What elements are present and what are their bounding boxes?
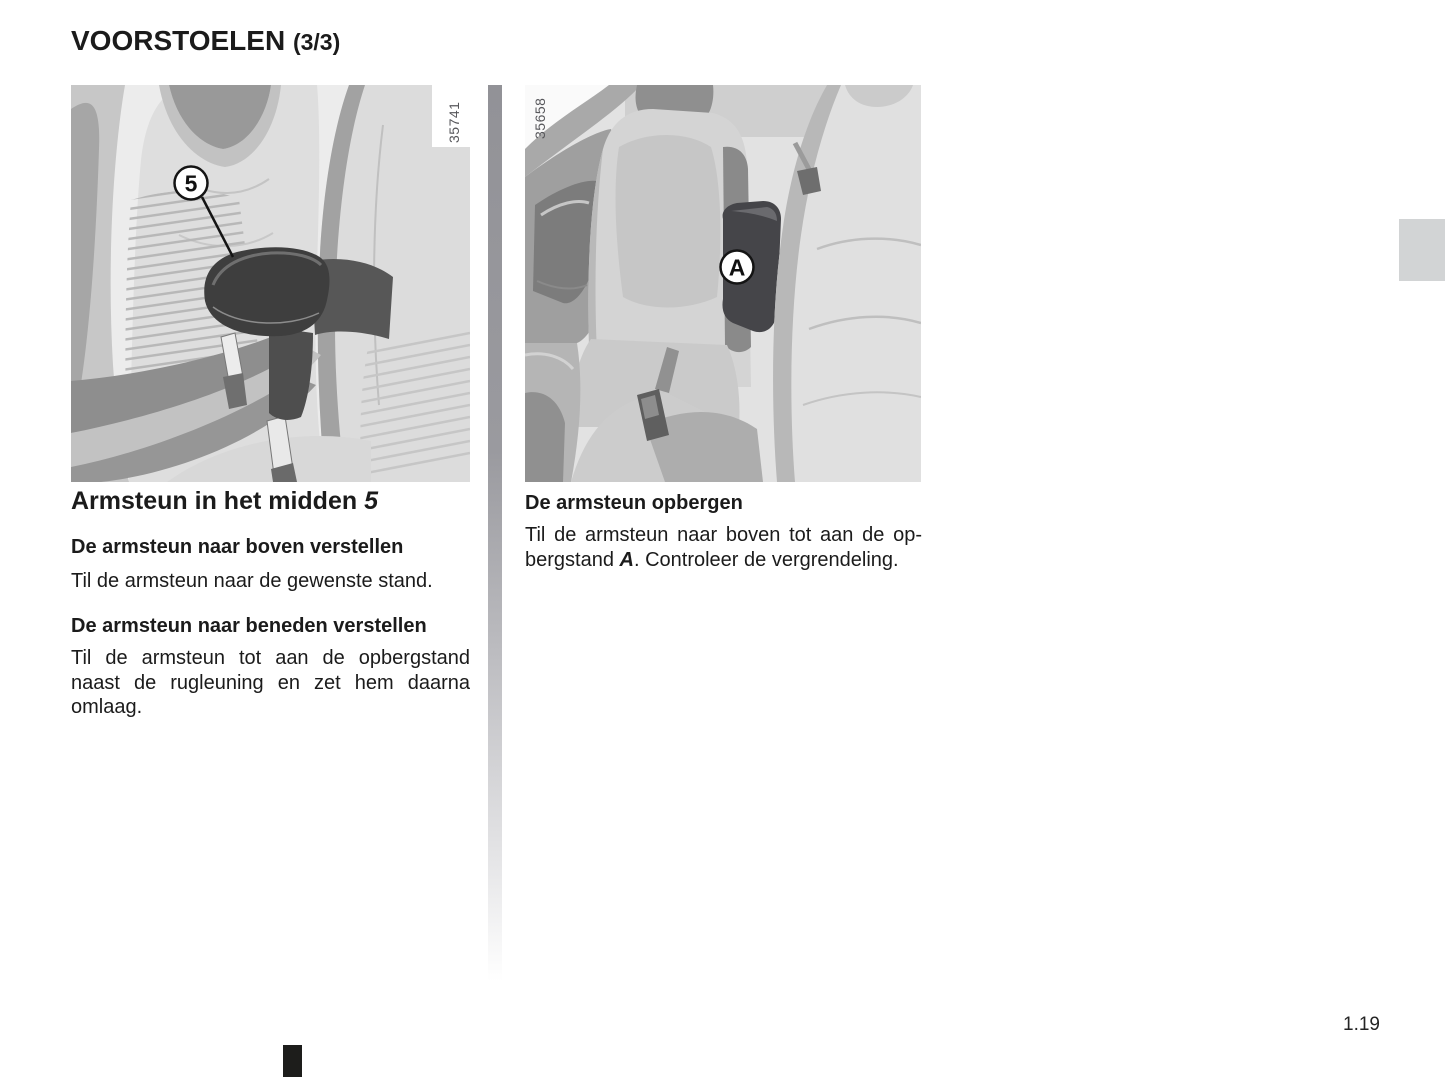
paragraph-line [525, 548, 922, 573]
page-title-text: VOORSTOELEN [71, 25, 286, 56]
subheading-stow-armrest: De armsteun opbergen [525, 492, 743, 514]
section-heading-text: Armsteun in het midden [71, 487, 358, 515]
photo-ref-number-left: 35741 [446, 101, 462, 143]
subheading-raise-armrest: De armsteun naar boven verstellen [71, 536, 404, 558]
paragraph-ref-a: A [619, 549, 634, 571]
figure-armrest-stowed [525, 85, 921, 482]
paragraph-line: Til de armsteun naar boven tot aan de op- [525, 524, 922, 546]
paragraph-text: bergstand [525, 549, 620, 571]
paragraph-line: naast de rugleuning en zet hem daarna [71, 671, 470, 694]
passenger-seat [773, 85, 921, 482]
page-title [71, 26, 340, 57]
column-separator-bar [488, 85, 502, 1000]
paragraph-line: omlaag. [71, 696, 143, 718]
print-registration-mark [283, 1045, 302, 1077]
seat-illustration-left [71, 85, 470, 482]
paragraph-lower-armrest [71, 646, 470, 720]
subheading-lower-armrest: De armsteun naar beneden verstellen [71, 615, 427, 637]
section-heading-armrest-middle [71, 487, 378, 515]
seat-illustration-right [525, 85, 921, 482]
paragraph-line: Til de armsteun tot aan de opbergstand [71, 647, 470, 669]
callout-label-5: 5 [184, 170, 198, 197]
paragraph-stow-armrest [525, 523, 922, 573]
section-heading-ref: 5 [364, 487, 379, 515]
page-number: 1.19 [1343, 1014, 1380, 1035]
paragraph-text: . Controleer de vergrendeling. [633, 549, 899, 571]
chapter-thumb-tab [1399, 219, 1445, 281]
photo-ref-number-right: 35658 [532, 97, 548, 139]
callout-label-a: A [728, 254, 746, 281]
page-title-suffix: (3/3) [292, 29, 341, 55]
figure-armrest-deployed [71, 85, 470, 482]
paragraph-raise-armrest: Til de armsteun naar de gewenste stand. [71, 570, 433, 592]
